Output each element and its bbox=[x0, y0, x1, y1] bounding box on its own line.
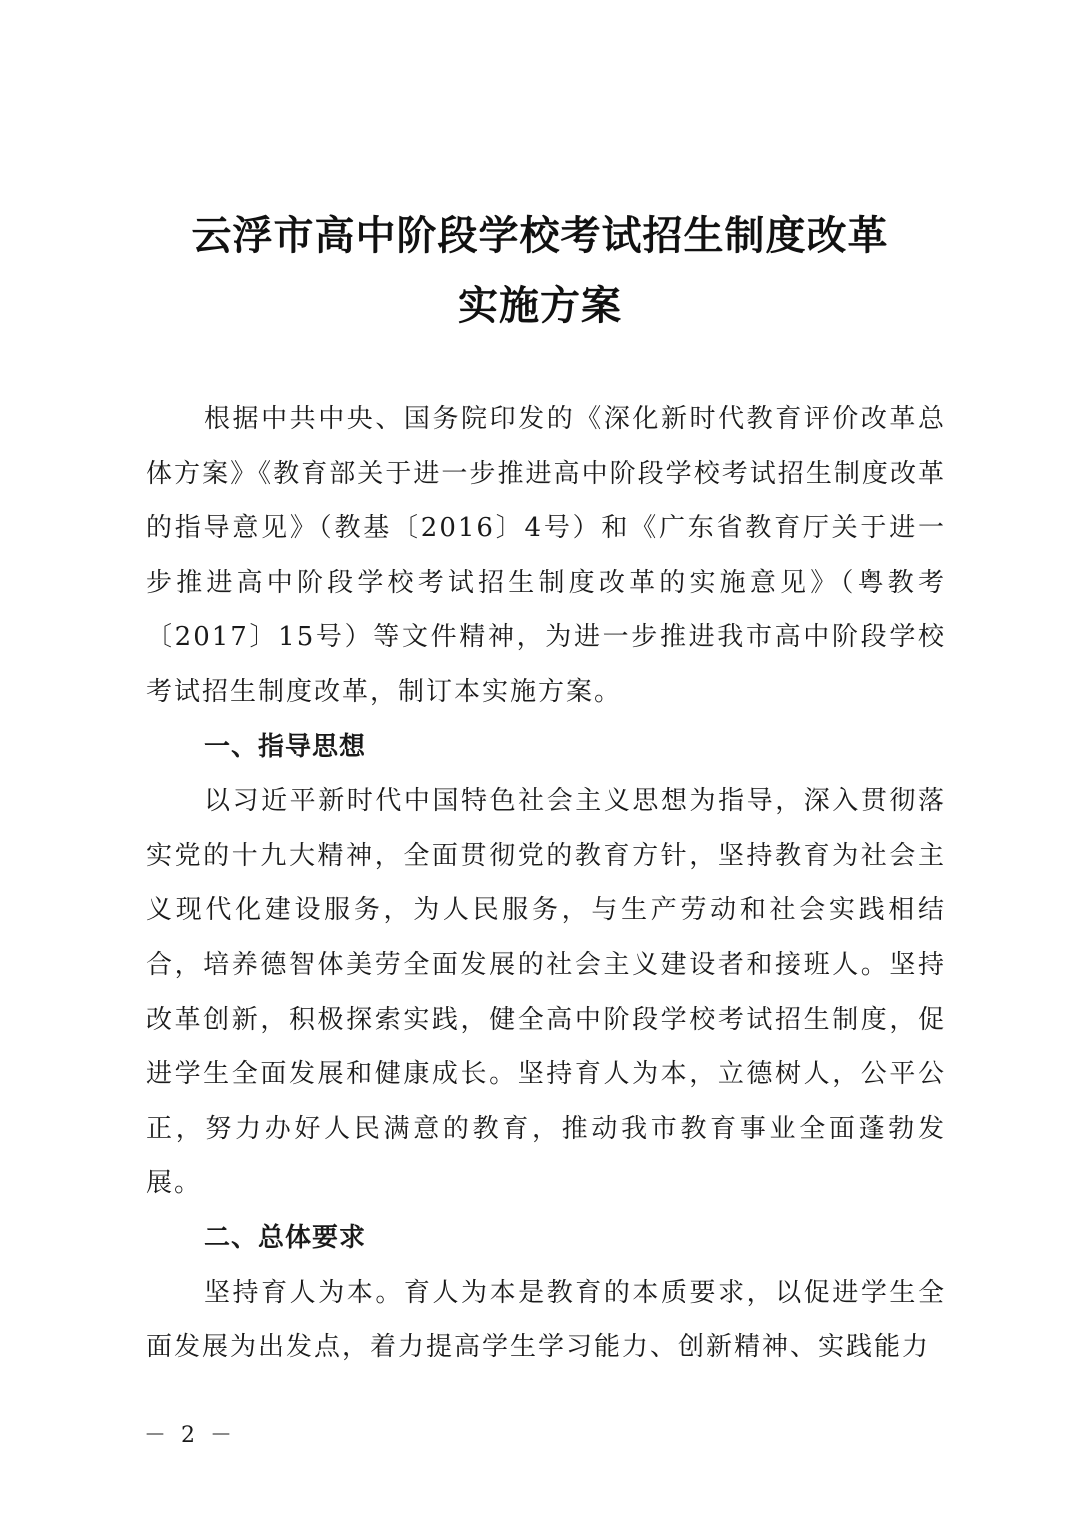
document-title-line-1: 云浮市高中阶段学校考试招生制度改革 bbox=[191, 212, 889, 259]
section-heading-guiding-ideology: 一、指导思想 bbox=[204, 731, 367, 762]
section-paragraph-guiding-ideology: 以习近平新时代中国特色社会主义思想为指导，深入贯彻落实党的十九大精神，全面贯彻党的教育方针，坚持教育为社会主义现代化建设服务，为人民服务，与生产劳动和社会实践相结合，培养德智体美劳全面发展的社会主义建设者和接班人。坚持改革创新，积极探索实践，健全高中阶段学校考试招生制度，促进学生全面发展和健康成长。坚持育人为本，立德树人，公平公正，努力办好人民满意的教育，推动我市教育事业全面蓬勃发展。 bbox=[146, 786, 946, 1199]
page-number: － 2 － bbox=[144, 1423, 236, 1448]
document-body bbox=[146, 392, 946, 1375]
document-title-line-2: 实施方案 bbox=[458, 282, 622, 329]
intro-paragraph: 根据中共中央、国务院印发的《深化新时代教育评价改革总体方案》《教育部关于进一步推进高中阶段学校考试招生制度改革的指导意见》（教基〔2016〕4号）和《广东省教育厅关于进一步推进高中阶段学校考试招生制度改革的实施意见》（粤教考〔2017〕15号）等文件精神，为进一步推进我市高中阶段学校考试招生制度改革，制订本实施方案。 bbox=[146, 404, 946, 707]
section-paragraph-general-requirements: 坚持育人为本。育人为本是教育的本质要求，以促进学生全面发展为出发点，着力提高学生学习能力、创新精神、实践能力 bbox=[146, 1277, 946, 1363]
section-heading-general-requirements: 二、总体要求 bbox=[204, 1222, 367, 1253]
